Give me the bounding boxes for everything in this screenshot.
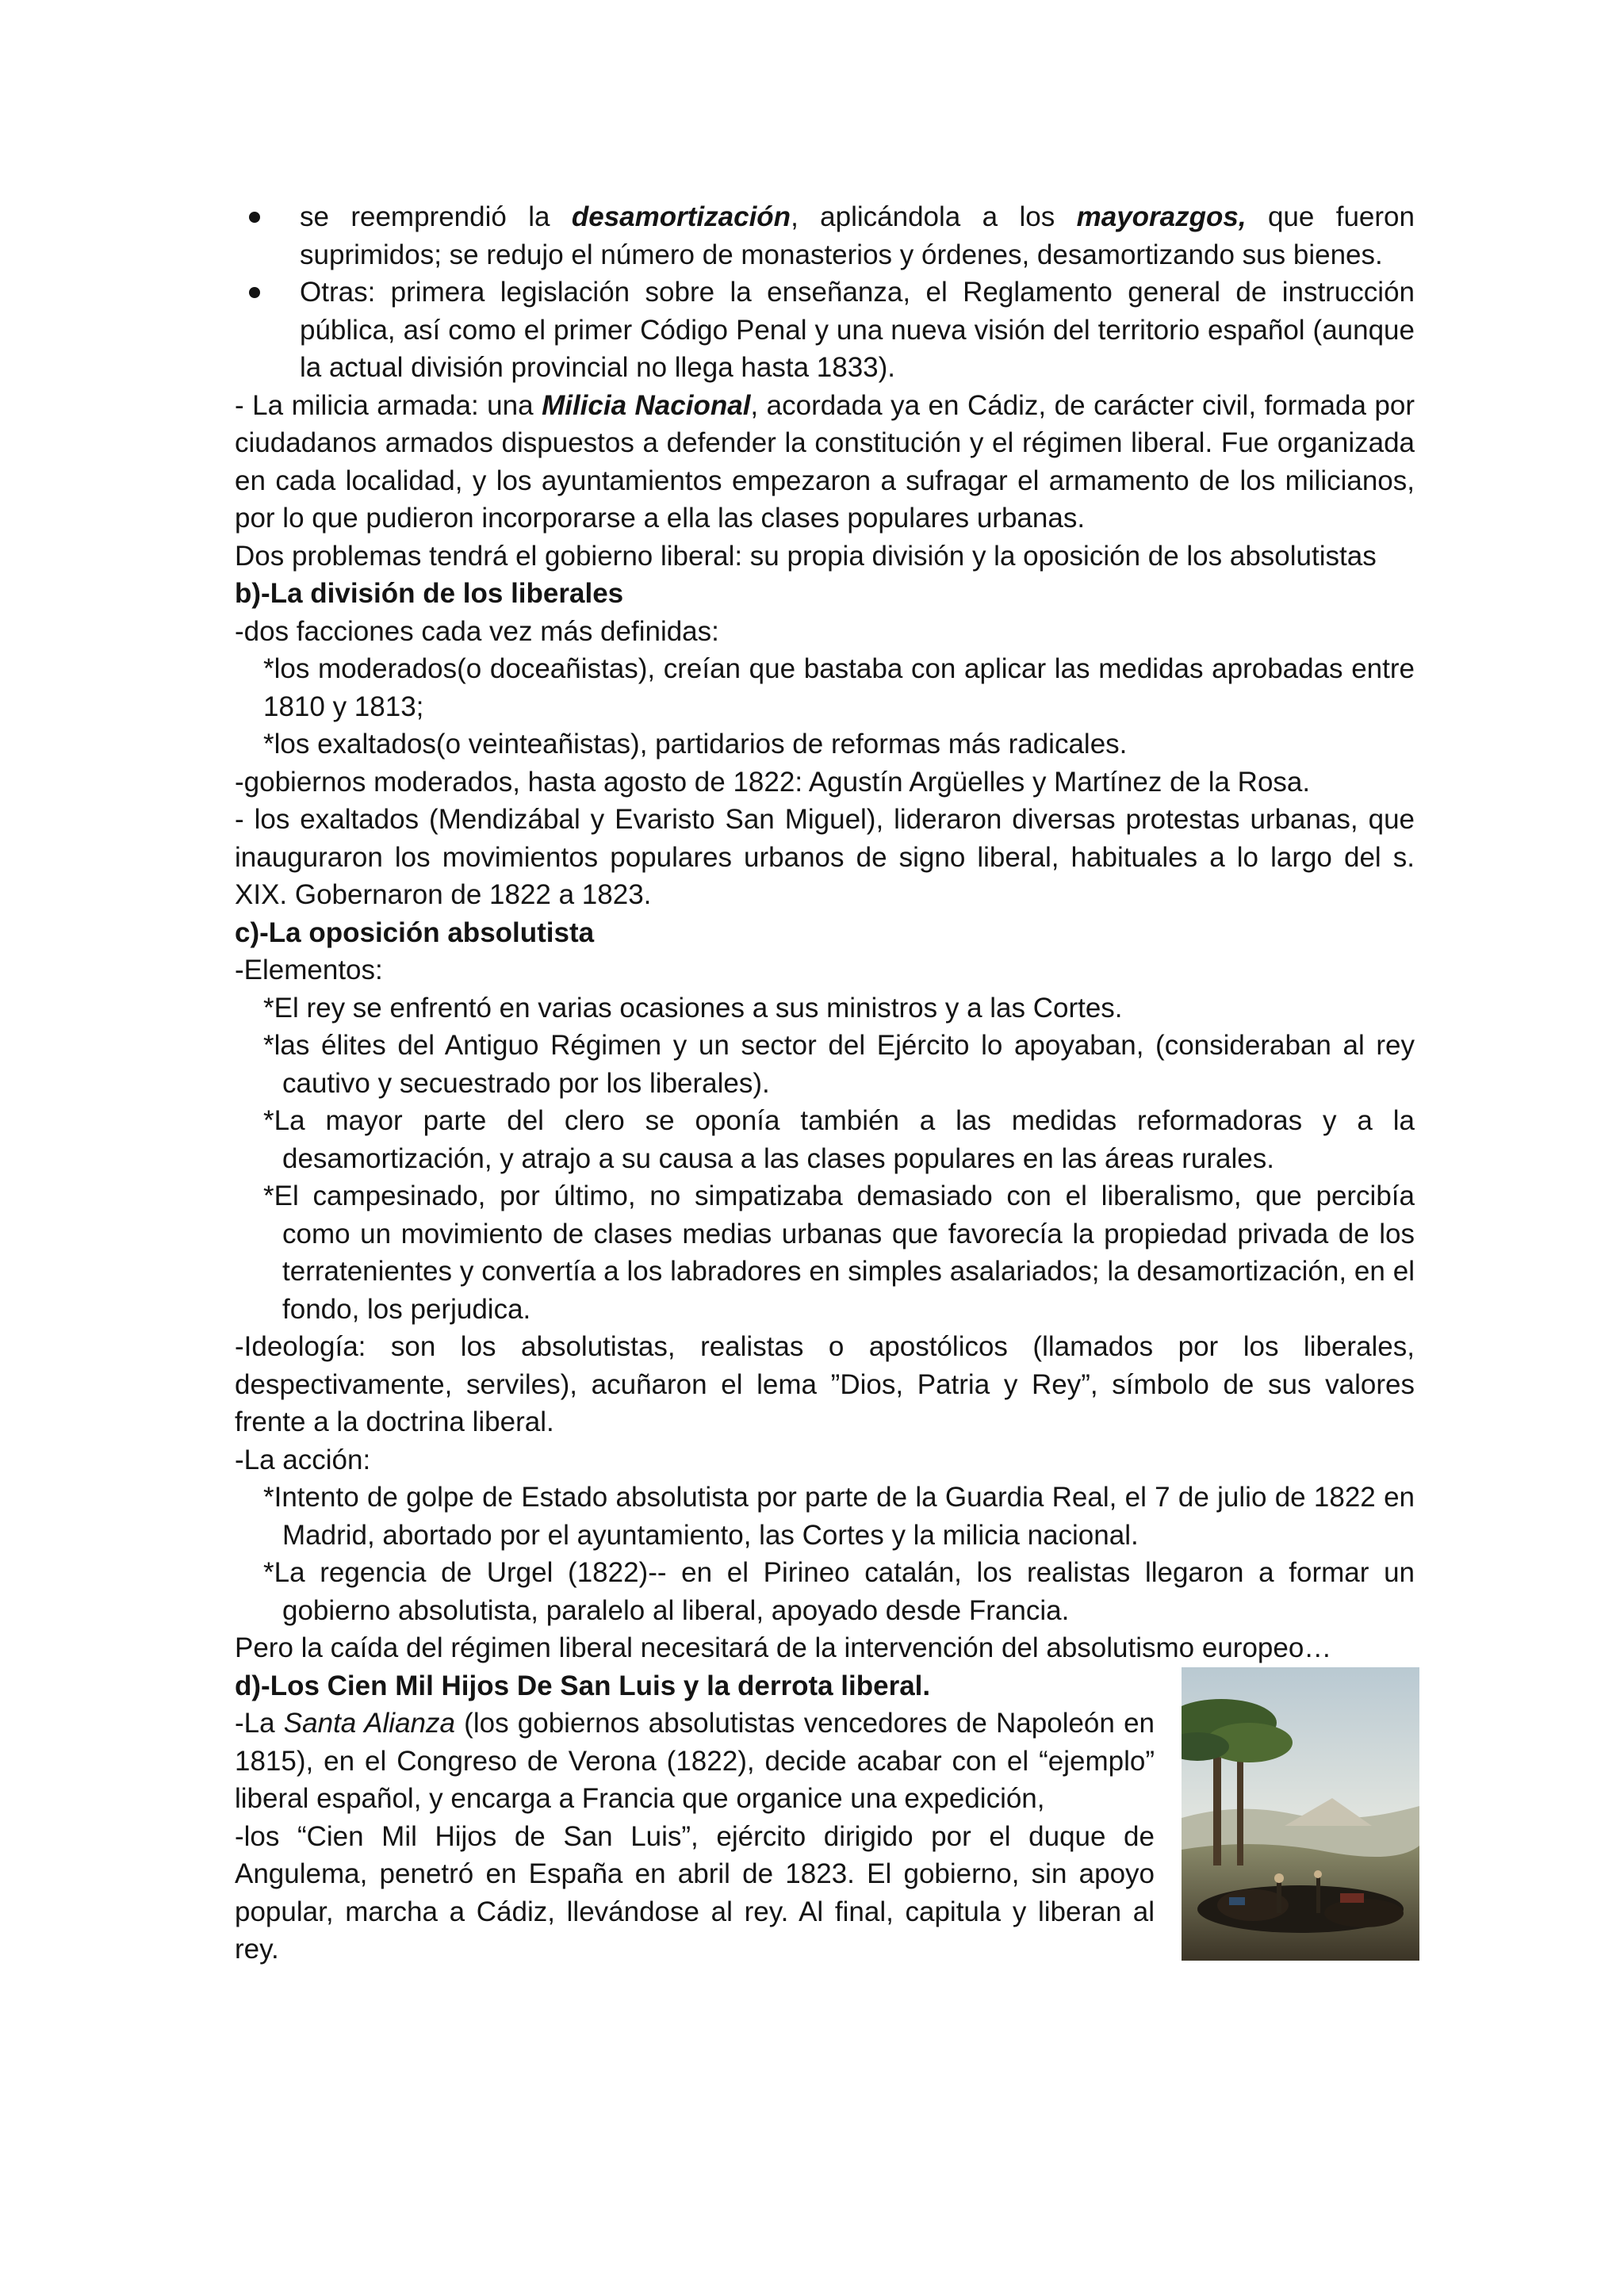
painting-image	[1182, 1667, 1419, 1961]
heading-division-liberales: b)-La división de los liberales	[235, 578, 624, 609]
list-item-regencia-urgel: *La regencia de Urgel (1822)-- en el Pirineo catalán, los realistas llegaron a formar un gobierno absolutista, paralelo al liberal, apoyado desde Francia.	[263, 1557, 1415, 1626]
section-d-text	[235, 1705, 1155, 1969]
bullet-list	[235, 198, 1415, 387]
bullet-icon	[249, 212, 260, 223]
bullet-item-otras: Otras: primera legislación sobre la enseñanza, el Reglamento general de instrucción pública, así como el primer Código Penal y una nueva visión del territorio español (aunque la actual división provincial no llega hasta 1833).	[235, 274, 1415, 387]
paragraph-elementos: -Elementos:	[235, 955, 383, 985]
heading-cien-mil-hijos: d)-Los Cien Mil Hijos De San Luis y la derrota liberal.	[235, 1670, 931, 1701]
paragraph-ideologia: -Ideología: son los absolutistas, realistas o apostólicos (llamados por los liberales, despectivamente, serviles), acuñaron el lema ”Dios, Patria y Rey”, símbolo de sus valores frente a la doctrina liberal.	[235, 1331, 1415, 1437]
document-content	[235, 198, 1415, 1969]
paragraph-dos-problemas: Dos problemas tendrá el gobierno liberal: su propia división y la oposición de los absolutistas	[235, 540, 1377, 572]
paragraph-santa-alianza: -La Santa Alianza (los gobiernos absolutistas vencedores de Napoleón en 1815), en el Congreso de Verona (1822), decide acabar con el “ejemplo” liberal español, y encarga a Francia que organice una expedición,	[235, 1708, 1155, 1814]
paragraph-milicia: - La milicia armada: una Milicia Nacional, acordada ya en Cádiz, de carácter civil, formada por ciudadanos armados dispuestos a defender la constitución y el régimen liberal. Fue organizada en cada localidad, y los ayuntamientos empezaron a sufragar el armamento de los milicianos, por lo que pudieron incorporarse a ella las clases populares urbanas.	[235, 389, 1415, 534]
section-cien-mil-hijos	[235, 1667, 1415, 1969]
paragraph-dos-facciones: -dos facciones cada vez más definidas:	[235, 615, 719, 647]
list-item-campesinado: *El campesinado, por último, no simpatizaba demasiado con el liberalismo, que percibía como un movimiento de clases medias urbanas que favorecía la propiedad privada de los terratenientes y convertía a los labradores en simples asalariados; la desamortización, en el fondo, los perjudica.	[263, 1181, 1415, 1325]
paragraph-pero-caida: Pero la caída del régimen liberal necesitará de la intervención del absolutismo europeo…	[235, 1632, 1332, 1663]
bullet-item-desamortizacion: se reemprendió la desamortización, aplicándola a los mayorazgos, que fueron suprimidos; se redujo el número de monasterios y órdenes, desamortizando sus bienes.	[235, 198, 1415, 274]
paragraph-la-accion: -La acción:	[235, 1444, 371, 1475]
bullet-icon	[249, 287, 260, 298]
list-item-elites: *las élites del Antiguo Régimen y un sector del Ejército lo apoyaban, (consideraban al rey cautivo y secuestrado por los liberales).	[263, 1030, 1415, 1099]
list-item-moderados: *los moderados(o doceañistas), creían que bastaba con aplicar las medidas aprobadas entre 1810 y 1813;	[263, 653, 1415, 722]
list-item-clero: *La mayor parte del clero se oponía también a las medidas reformadoras y a la desamortización, y atrajo a su causa a las clases populares en las áreas rurales.	[263, 1105, 1415, 1174]
list-item-exaltados: *los exaltados(o veinteañistas), partidarios de reformas más radicales.	[263, 729, 1128, 760]
paragraph-exaltados-protestas: - los exaltados (Mendizábal y Evaristo San Miguel), lideraron diversas protestas urbanas, que inauguraron los movimientos populares urbanos de signo liberal, habituales a lo largo del s. XIX. Gobernaron de 1822 a 1823.	[235, 804, 1415, 910]
paragraph-gobiernos-moderados: -gobiernos moderados, hasta agosto de 1822: Agustín Argüelles y Martínez de la Rosa.	[235, 766, 1311, 798]
list-item-golpe-estado: *Intento de golpe de Estado absolutista por parte de la Guardia Real, el 7 de julio de 1822 en Madrid, abortado por el ayuntamiento, las Cortes y la milicia nacional.	[263, 1482, 1415, 1551]
heading-oposicion-absolutista: c)-La oposición absolutista	[235, 916, 595, 948]
painting-icon	[1182, 1667, 1419, 1961]
list-item-rey: *El rey se enfrentó en varias ocasiones a sus ministros y a las Cortes.	[263, 992, 1123, 1024]
paragraph-cien-mil-hijos: -los “Cien Mil Hijos de San Luis”, ejército dirigido por el duque de Angulema, penetró en España en abril de 1823. El gobierno, sin apoyo popular, marcha a Cádiz, llevándose al rey. Al final, capitula y liberan al rey.	[235, 1820, 1155, 1965]
